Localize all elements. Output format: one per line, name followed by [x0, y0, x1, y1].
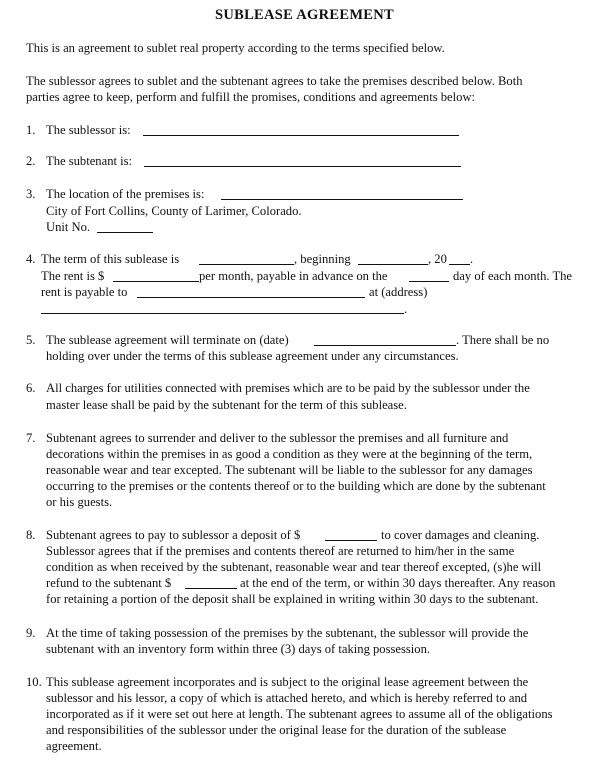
location-blank[interactable]	[221, 199, 463, 200]
item-number: 9.	[26, 626, 36, 640]
subtenant-blank[interactable]	[144, 166, 461, 167]
unit-blank[interactable]	[97, 232, 153, 233]
paragraph-line: master lease shall be paid by the subtenant for the term of this sublease.	[46, 398, 407, 412]
paragraph-line: agreement.	[46, 739, 102, 753]
refund-terms-text: at the end of the term, or within 30 days thereafter. Any reason	[240, 576, 556, 590]
paragraph-line: occurring to the premises or the contents thereof or to the building which are done by the subtenant	[46, 479, 546, 493]
term-text: The term of this sublease is	[41, 252, 180, 266]
terminate-date-blank[interactable]	[314, 345, 456, 346]
item-number: 3.	[26, 187, 36, 201]
item-number: 10.	[26, 675, 42, 689]
intro-text: This is an agreement to sublet real property according to the terms specified below.	[26, 41, 445, 55]
payable-to-blank[interactable]	[137, 297, 365, 298]
no-holding-text: . There shall be no	[456, 333, 550, 347]
deposit-text: Subtenant agrees to pay to sublessor a deposit of $	[46, 528, 301, 542]
paragraph-line: reasonable wear and tear excepted. The subtenant will be liable to the sublessor for any damages	[46, 463, 533, 477]
paragraph-line: Subtenant agrees to surrender and deliver to the sublessor the premises and all furniture and	[46, 431, 509, 445]
paragraph-line: subtenant with an inventory form within three (3) days of taking possession.	[46, 642, 431, 656]
terminate-text: The sublease agreement will terminate on (date)	[46, 333, 289, 347]
paragraph-line: This sublease agreement incorporates and is subject to the original lease agreement between the	[46, 675, 529, 689]
unit-label: Unit No.	[46, 220, 91, 234]
item-number: 8.	[26, 528, 36, 542]
preamble-line: The sublessor agrees to sublet and the subtenant agrees to take the premises described below. Both	[26, 74, 523, 88]
paragraph-line: or his guests.	[46, 495, 113, 509]
payable-to-text: rent is payable to	[41, 285, 128, 299]
item-number: 4.	[26, 252, 36, 266]
rent-day-text: day of each month. The	[453, 269, 573, 283]
paragraph-line: incorporated as if it were set out here at length. The subtenant agrees to assume all of the obligations	[46, 707, 553, 721]
term-blank[interactable]	[199, 264, 294, 265]
page-title: SUBLEASE AGREEMENT	[214, 7, 395, 23]
address-period: .	[404, 302, 408, 316]
paragraph-line: All charges for utilities connected with premises which are to be paid by the sublessor under the	[46, 381, 530, 395]
paragraph-line: sublessor and his lessor, a copy of which is attached hereto, and which is hereby referred to and	[46, 691, 528, 705]
location-label: The location of the premises is:	[46, 187, 205, 201]
beginning-text: , beginning	[294, 252, 351, 266]
item-number: 2.	[26, 154, 36, 168]
period-text: .	[470, 252, 474, 266]
paragraph-line: Sublessor agrees that if the premises and contents thereof are returned to him/her in the same	[46, 544, 515, 558]
address-label: at (address)	[369, 285, 428, 299]
preamble-line: parties agree to keep, perform and fulfill the promises, conditions and agreements below:	[26, 90, 476, 104]
refund-blank[interactable]	[185, 588, 237, 589]
deposit-purpose-text: to cover damages and cleaning.	[381, 528, 540, 542]
paragraph-line: and responsibilities of the sublessor under the original lease for the duration of the sublease	[46, 723, 507, 737]
deposit-blank[interactable]	[325, 540, 377, 541]
item-number: 6.	[26, 381, 36, 395]
paragraph-line: condition as when received by the subtenant, reasonable wear and tear thereof excepted, (s)he will	[46, 560, 542, 574]
rent-text: The rent is $	[41, 269, 105, 283]
address-blank[interactable]	[41, 313, 404, 314]
item-number: 7.	[26, 431, 36, 445]
beginning-blank[interactable]	[358, 264, 428, 265]
rent-terms-text: per month, payable in advance on the	[199, 269, 388, 283]
refund-text: refund to the subtenant $	[46, 576, 172, 590]
subtenant-label: The subtenant is:	[46, 154, 133, 168]
city-text: City of Fort Collins, County of Larimer, Colorado.	[46, 204, 302, 218]
item-number: 5.	[26, 333, 36, 347]
year-prefix: , 20	[428, 252, 447, 266]
item-number: 1.	[26, 123, 36, 137]
retaining-text: for retaining a portion of the deposit shall be explained in writing within 30 days to the subtenant.	[46, 592, 539, 606]
sublessor-label: The sublessor is:	[46, 123, 131, 137]
paragraph-line: decorations within the premises in as good a condition as they were at the beginning of the term,	[46, 447, 533, 461]
rent-day-blank[interactable]	[409, 281, 449, 282]
holding-over-text: holding over under the terms of this sublease agreement under any circumstances.	[46, 349, 459, 363]
paragraph-line: At the time of taking possession of the premises by the subtenant, the sublessor will provide the	[46, 626, 529, 640]
year-blank[interactable]	[449, 264, 470, 265]
sublessor-blank[interactable]	[143, 135, 459, 136]
rent-amount-blank[interactable]	[113, 281, 199, 282]
